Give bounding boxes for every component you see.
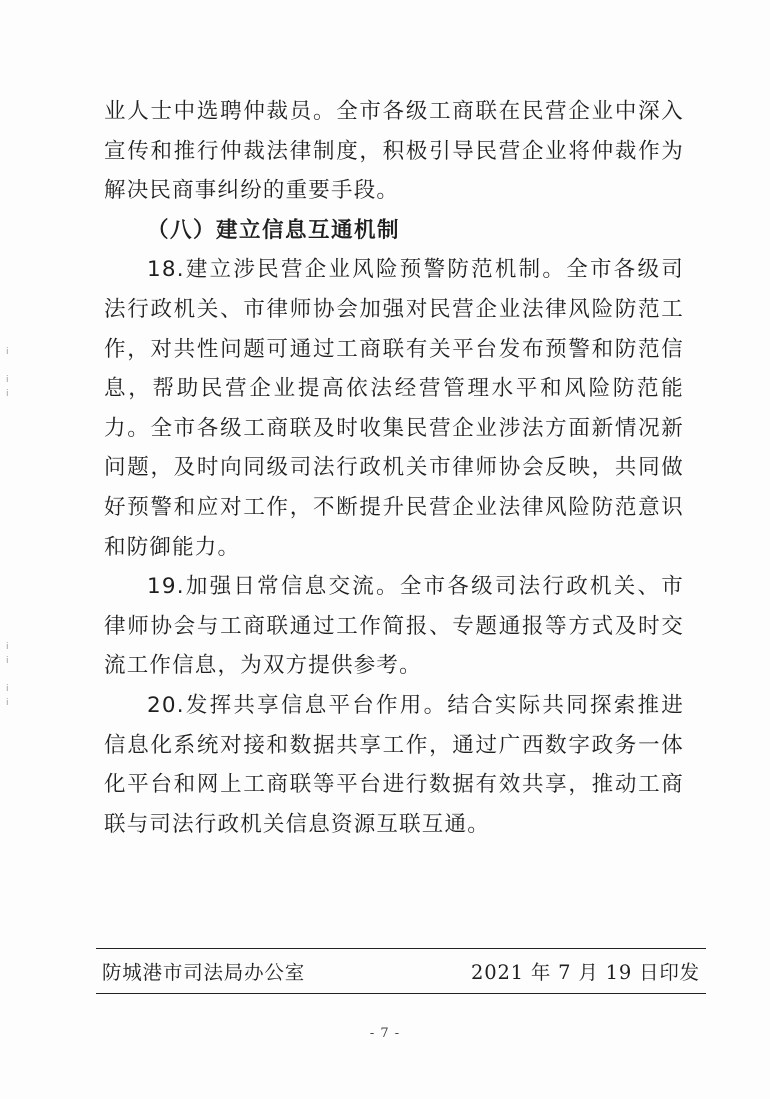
document-footer — [96, 948, 706, 994]
paragraph-item-20 — [104, 686, 684, 844]
item-lead: 18.建立涉民营企业风险预警防范机制。 — [147, 257, 567, 283]
item-lead: 19.加强日常信息交流。 — [147, 574, 400, 600]
issuer-label: 防城港市司法局办公室 — [102, 961, 306, 984]
item-lead: 20.发挥共享信息平台作用。 — [147, 692, 448, 718]
item-text: 全市各级司法行政机关、市律师协会加强对民营企业法律风险防范工作，对共性问题可通过工商联有关平台发布预警和防范信息，帮助民营企业提高依法经营管理水平和风险防范能力。全市各级工商联及时收集民营企业涉法方面新情况新问题，及时向同级司法行政机关市律师协会反映，共同做好预警和应对工作，不断提升民营企业法律风险防范意识和防御能力。 — [104, 257, 684, 560]
paragraph-item-18 — [104, 250, 684, 567]
page-number: - 7 - — [369, 1026, 401, 1041]
item-text: 全市各级司法行政机关、市律师协会与工商联通过工作简报、专题通报等方式及时交流工作信息，为双方提供参考。 — [104, 574, 684, 679]
item-text: 结合实际共同探索推进信息化系统对接和数据共享工作，通过广西数字政务一体化平台和网上工商联等平台进行数据有效共享，推动工商联与司法行政机关信息资源互联互通。 — [104, 692, 684, 837]
scan-mark: ⅰ ⅰ ⅰ — [6, 347, 9, 399]
issue-date: 2021 年 7 月 19 日印发 — [471, 961, 700, 984]
footer-row — [96, 949, 706, 993]
scan-mark: ⅰ ⅰ ⅰ ⅰ — [6, 642, 9, 708]
paragraph-continuation: 业人士中选聘仲裁员。全市各级工商联在民营企业中深入宣传和推行仲裁法律制度，积极引导民营企业将仲裁作为解决民商事纠纷的重要手段。 — [104, 99, 684, 204]
section-heading: （八）建立信息互通机制 — [147, 217, 401, 243]
footer-bottom-rule — [96, 993, 706, 994]
document-body — [104, 92, 684, 844]
paragraph-item-19 — [104, 567, 684, 686]
